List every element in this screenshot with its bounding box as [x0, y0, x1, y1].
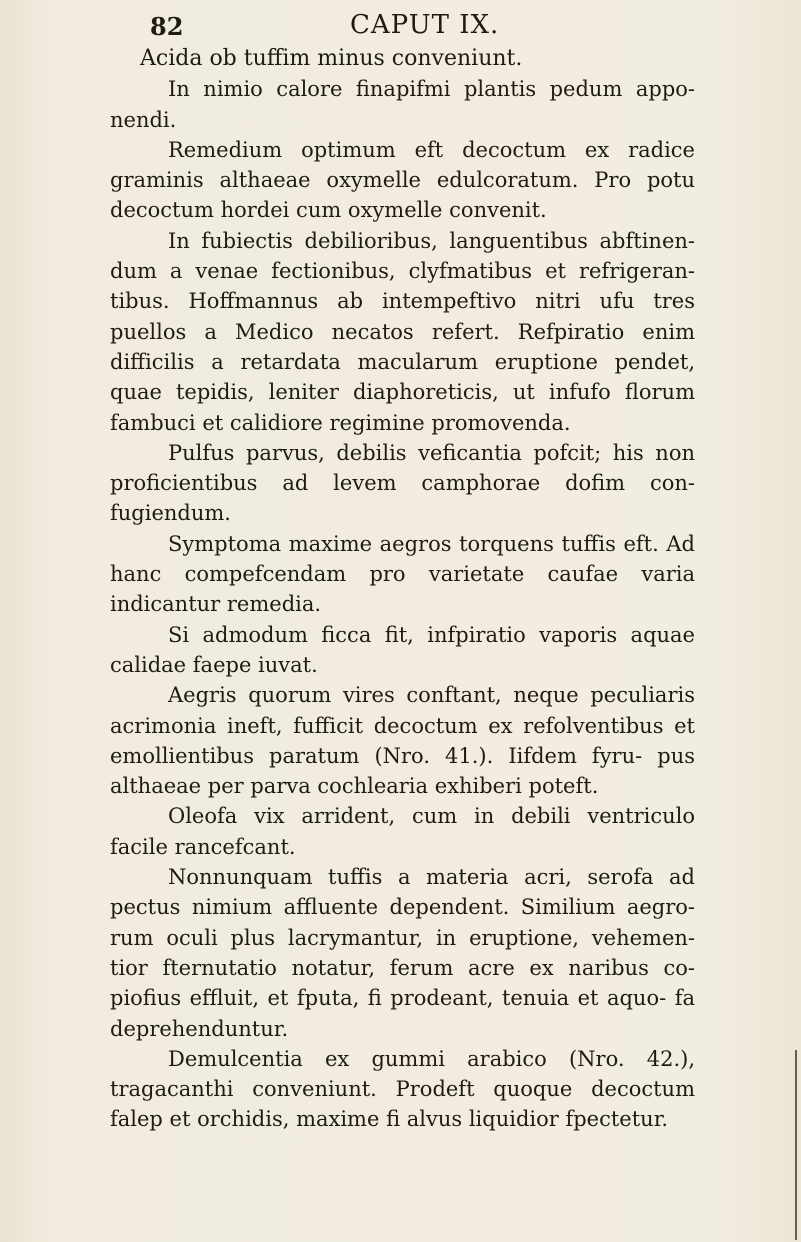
- paragraph: Si admodum ficca fit, infpiratio vaporis aquae calidae faepe iuvat.: [110, 622, 695, 677]
- paragraph: In nimio calore finapifmi plantis pedum appo- nendi.: [110, 77, 695, 132]
- body-text: [110, 44, 695, 1135]
- paragraph: Acida ob tuffim minus conveniunt.: [140, 46, 523, 71]
- paragraph: Oleofa vix arrident, cum in debili ventriculo facile rancefcant.: [110, 804, 695, 859]
- paragraph: Symptoma maxime aegros torquens tuffis eft. Ad hanc compefcendam pro varietate caufae varia indicantur remedia.: [110, 531, 695, 617]
- paragraph: Pulfus parvus, debilis veficantia pofcit; his non proficientibus ad levem camphorae dofim con- fugiendum.: [110, 440, 695, 526]
- page-edge-mark: [795, 1050, 797, 1240]
- paragraph: Remedium optimum eft decoctum ex radice graminis althaeae oxymelle edulcoratum. Pro potu decoctum hordei cum oxymelle convenit.: [110, 137, 695, 223]
- paragraph: Nonnunquam tuffis a materia acri, serofa ad pectus nimium affluente dependent. Similium aegro- rum oculi plus lacrymantur, in eruptione, vehemen- tior fternutatio notatur, ferum acre ex naribus co- piofius effluit, et fputa, fi prodeant, tenuia et aquo- fa deprehenduntur.: [110, 865, 695, 1041]
- paragraph: Demulcentia ex gummi arabico (Nro. 42.), tragacanthi conveniunt. Prodeft quoque decoctum falep et orchidis, maxime fi alvus liquidior fpectetur.: [110, 1046, 695, 1132]
- running-title: CAPUT IX.: [350, 10, 500, 40]
- paragraph: Aegris quorum vires conftant, neque peculiaris acrimonia ineft, fufficit decoctum ex refolventibus et emollientibus paratum (Nro. 41.). Iifdem fyru- pus althaeae per parva cochlearia exhiberi poteft.: [110, 683, 695, 799]
- page-header: [150, 6, 690, 46]
- paragraph: In fubiectis debilioribus, languentibus abftinen- dum a venae fectionibus, clyfmatibus et refrigeran- tibus. Hoffmannus ab intempeftivo nitri ufu tres puellos a Medico necatos refert. Refpiratio enim difficilis a retardata macularum eruptione pendet, quae tepidis, leniter diaphoreticis, ut infufo florum fambuci et calidiore regimine promovenda.: [110, 228, 695, 435]
- page-number: 82: [150, 12, 184, 41]
